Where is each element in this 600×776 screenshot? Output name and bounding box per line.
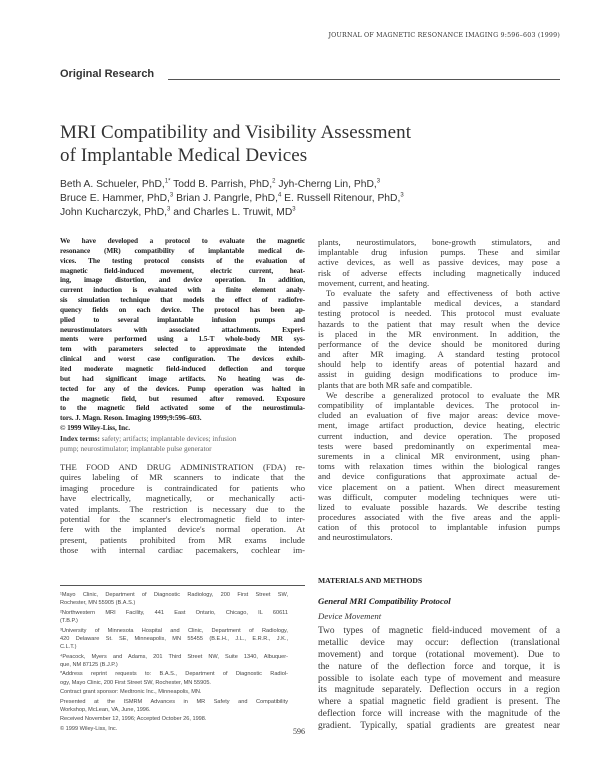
author-list (60, 178, 404, 220)
text-line: movement, current, and heating. (318, 277, 430, 288)
author-name: and Charles L. Truwit, MD (170, 207, 293, 218)
text-line: was difficult, computer modeling techniques were uti- (318, 491, 560, 502)
text-line: To evaluate the safety and effectiveness of both active (326, 287, 560, 298)
author-name: Todd B. Parrish, PhD, (170, 179, 273, 190)
section-heading-methods: MATERIALS AND METHODS (318, 576, 423, 585)
text-line: THE FOOD AND DRUG ADMINISTRATION (FDA) re- (60, 462, 305, 472)
text-line: plied to several implantable infusion pumps and (60, 314, 305, 324)
affiliation-marker: 3 (167, 206, 171, 213)
text-line: ¹Mayo Clinic, Department of Diagnostic Radiology, 200 First Street SW, (60, 592, 288, 598)
affiliation-marker: 3 (169, 192, 174, 199)
text-line: tem with parameters selected to approximate the intended (60, 344, 305, 354)
affiliation-marker: 3 (376, 178, 381, 185)
text-line: ment, image artifact production, device heating, electric (318, 420, 560, 431)
author-name: E. Russell Ritenour, PhD, (281, 193, 401, 204)
abstract (60, 236, 305, 433)
text-line: imaging procedure is contraindicated for patients who (60, 482, 305, 493)
text-line: performance of the device should be monitored during (318, 338, 560, 349)
affiliation-marker: 3 (400, 192, 404, 199)
text-line: We have developed a protocol to evaluate the magnetic (60, 236, 305, 245)
text-line: ited moderate magnetic field-induced deflection and torque (60, 363, 305, 373)
author-line (60, 206, 404, 220)
text-line: current induction, and device operation. The proposed (318, 430, 560, 441)
text-line: surements in a clinical MR environment, using phan- (318, 450, 560, 461)
text-line: quires labeling of MR scanners to indicate that the (60, 472, 305, 483)
text-line: Rochester, MN 55905 (B.A.S.) (60, 600, 136, 607)
text-line: the magnetic field, but resumed after removed. Exposure (60, 393, 305, 403)
text-line: We describe a generalized protocol to evaluate the MR (326, 389, 560, 400)
text-line: active devices, as well as passive devices, may pose a (318, 257, 560, 268)
text-line: *Address reprint requests to: B.A.S., Department of Diagnostic Radiol- (60, 671, 288, 678)
section-label: Original Research (60, 68, 155, 80)
text-line: toms with relaxation times within the biological ranges (318, 461, 560, 472)
index-terms-value: safety; artifacts; implantable devices; infusion (99, 434, 237, 443)
subsubsection-heading: Device Movement (318, 611, 382, 621)
text-line: neurostimulators with associated attachments. Experi- (60, 324, 305, 334)
text-line: possible to isolate each type of movement and measure (318, 673, 560, 684)
intro-continued (318, 237, 560, 543)
affiliation-marker: 2 (272, 178, 276, 185)
text-line: plants, neurostimulators, bone-growth stimulators, and (318, 237, 560, 247)
text-line: que, NM 87125 (B.J.P.) (60, 661, 118, 668)
text-line: but had significant image artifacts. No heating was de- (60, 373, 305, 383)
text-line: and neurostimulators. (318, 532, 393, 543)
author-name: Beth A. Schueler, PhD, (60, 179, 165, 190)
text-line: Received November 12, 1996; Accepted October 26, 1998. (60, 716, 207, 723)
text-line: and passive implantable medical devices, a standard (318, 298, 560, 309)
author-line (60, 178, 404, 192)
text-line: © 1999 Wiley-Liss, Inc. (60, 423, 130, 433)
text-line: present, patients prohibited from MR exams include (60, 534, 305, 545)
subsection-heading: General MRI Compatibility Protocol (318, 596, 451, 606)
methods-paragraph (318, 626, 560, 733)
text-line: C.L.T.) (60, 644, 77, 651)
text-line: 420 Delaware St. SE, Minneapolis, MN 55455 (B.E.H., J.L., E.R.R., J.K., (60, 635, 288, 642)
text-line: Two types of magnetic field-induced movement of a (318, 626, 560, 636)
text-line: ³University of Minnesota Hospital and Clinic, Department of Radiology, (60, 627, 288, 634)
index-terms-label: Index terms: (60, 434, 100, 443)
text-line: ogy, Mayo Clinic, 200 First Street SW, Rochester, MN 55905. (60, 679, 211, 686)
author-name: Brian J. Pangrle, PhD, (173, 193, 278, 204)
text-line: where a spatial magnetic field gradient is present. The (318, 697, 560, 708)
text-line: plants that are both MR safe and compatible. (318, 379, 473, 390)
text-line: fere with the implanted device's normal operation. At (60, 524, 305, 535)
text-line: its magnitude separately. Deflection occurs in a region (318, 685, 560, 696)
affiliation-marker: 4 (277, 192, 282, 199)
text-line: movement) and torque (rotational movement). Due to (318, 649, 560, 660)
text-line: © 1999 Wiley-Liss, Inc. (60, 725, 118, 732)
text-line: quency fields on each device. The protocol has been ap- (60, 304, 305, 314)
text-line: vice placement on a patient. When direct measurement (318, 481, 560, 492)
text-line: the nature of the deflection force and torque, it is (318, 661, 560, 672)
text-line: implantable drug infusion pumps. These and similar (318, 247, 560, 258)
text-line: those with internal cardiac pacemakers, cochlear im- (60, 545, 305, 556)
text-line: compatibility of implantable devices. The protocol in- (318, 400, 560, 410)
text-line: current induction is evaluated with a finite element analy- (60, 285, 305, 295)
text-line: have electrically, magnetically, or mechanically acti- (60, 493, 305, 504)
text-line: deflection force will increase with the magnitude of the (318, 709, 560, 720)
text-line: ing, image distortion, and device operation. In addition, (60, 275, 305, 285)
text-line: potential for the scanner's electromagnetic field to inter- (60, 513, 305, 524)
author-name: Bruce E. Hammer, PhD, (60, 193, 170, 204)
title-line: MRI Compatibility and Visibility Assessment (60, 122, 412, 143)
footnotes (60, 591, 288, 733)
affiliation-marker: 3 (292, 206, 296, 213)
text-line: risk of adverse effects including magnetically induced (318, 267, 560, 278)
index-terms-value: pump; neurostimulator; implantable pulse generator (60, 443, 212, 453)
text-line: Presented at the ISMRM Advances in MR Safety and Compatibility (60, 698, 288, 705)
text-line: magnetic field-induced movement, electric current, heat- (60, 265, 305, 275)
footnote-rule (60, 585, 305, 586)
affiliation-marker: 1* (164, 178, 171, 185)
author-name: John Kucharczyk, PhD, (60, 207, 168, 218)
text-line: cluded an evaluation of five major areas: device move- (318, 410, 560, 421)
article-title (60, 121, 411, 167)
text-line: clinical and worst case configuration. The devices exhib- (60, 354, 305, 364)
text-line: should help to identify areas of potential hazard and (318, 359, 560, 370)
text-line: lized to evaluate possible hazards. We describe testing (318, 501, 560, 512)
text-line: Workshop, McLean, VA, June, 1996. (60, 706, 151, 713)
text-line: and device configurations that approximate actual de- (318, 471, 560, 482)
text-line: resonance (MR) compatibility of implantable medical de- (60, 245, 305, 255)
author-line (60, 192, 404, 206)
text-line: tors. J. Magn. Reson. Imaging 1999;9:596–603. (60, 413, 202, 423)
text-line: cation of this protocol to implantable infusion pumps (318, 522, 560, 533)
text-line: ²Northwestern MRI Facility, 441 East Ontario, Chicago, IL 60611 (60, 609, 288, 616)
text-line: gradient. Typically, spatial gradients are greatest near (318, 721, 560, 732)
text-line: procedures associated with the five areas and the appli- (318, 512, 560, 523)
text-line: vices. The testing protocol consists of the evaluation of (60, 255, 305, 265)
text-line: tests were based predominantly on experimental mea- (318, 440, 560, 451)
text-line: tected for any of the devices. Pump operation was halted in (60, 383, 305, 393)
text-line: assist in guiding design modifications to produce im- (318, 369, 560, 380)
index-terms (60, 434, 305, 454)
section-rule (168, 79, 560, 80)
author-name: Jyh-Cherng Lin, PhD, (275, 179, 377, 190)
text-line: (T.B.P.) (60, 618, 78, 625)
text-line: ments were performed using a 1.5-T whole-body MR sys- (60, 334, 305, 344)
text-line: and after MR imaging. A standard testing protocol (318, 349, 560, 360)
text-line: metallic device may occur: deflection (translational (318, 637, 560, 648)
intro-paragraph (60, 462, 305, 556)
title-line: of Implantable Medical Devices (60, 145, 308, 166)
text-line: ⁴Peacock, Myers and Adams, 201 Third Street NW, Suite 1340, Albuquer- (60, 653, 288, 660)
text-line: testing protocol is needed. This protocol must evaluate (318, 308, 560, 319)
text-line: is placed in the MR environment. In addition, the (318, 328, 560, 339)
text-line: sis simulation technique that models the effect of radiofre- (60, 295, 305, 305)
journal-header: JOURNAL OF MAGNETIC RESONANCE IMAGING 9:596–603 (1999) (328, 32, 560, 39)
text-line: vated implants. The restriction is necessary due to the (60, 503, 305, 514)
text-line: to the magnetic field activated some of the neurostimula- (60, 403, 305, 413)
text-line: Contract grant sponsor: Medtronic Inc., Minneapolis, MN. (60, 689, 202, 696)
text-line: hazards to the patient that may result when the device (318, 318, 560, 329)
page-number: 596 (293, 727, 305, 736)
